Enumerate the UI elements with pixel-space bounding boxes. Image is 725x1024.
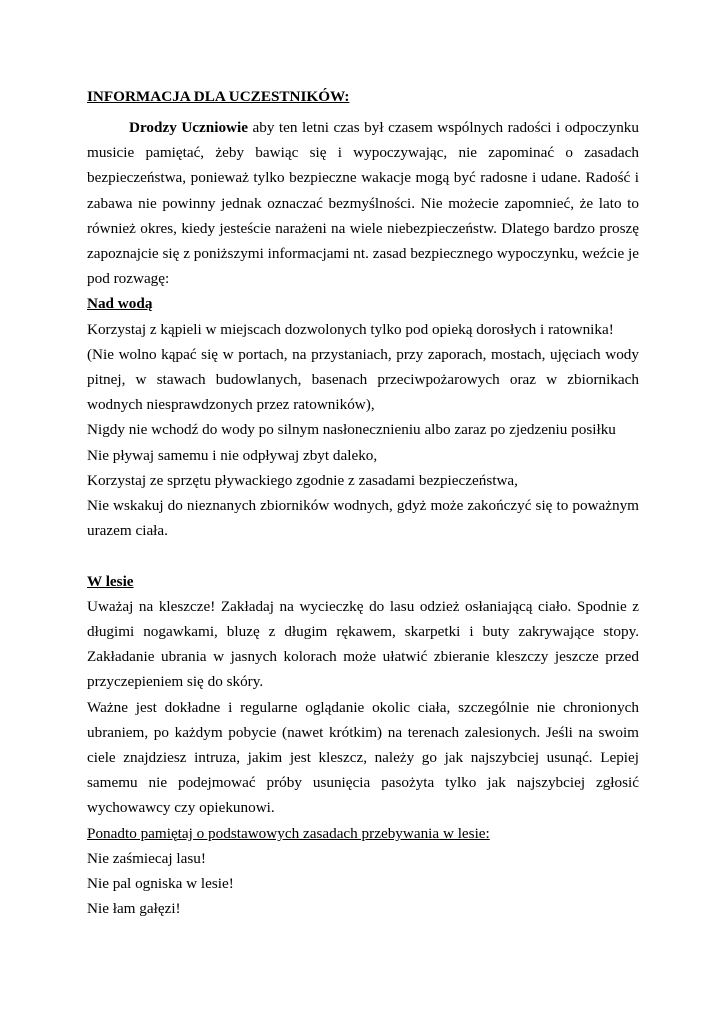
forest-rules-intro: Ponadto pamiętaj o podstawowych zasadach przebywania w lesie: bbox=[87, 824, 490, 842]
water-line: Korzystaj z kąpieli w miejscach dozwolonych tylko pod opieką dorosłych i ratownika! bbox=[87, 320, 614, 338]
intro-text: aby ten letni czas był czasem wspólnych radości i odpoczynku musicie pamiętać, żeby bawiąc się i wypoczywając, nie zapominać o zasadach bezpieczeństwa, ponieważ tylko bezpieczne wakacje mogą być radosne i udane. Radość i zabawa nie powinny jednak oznaczać bezmyślności. Nie możecie zapomnieć, że lato to również okres, kiedy jesteście narażeni na wiele niebezpieczeństw. Dlatego bardzo proszę zapoznajcie się z poniższymi informacjami nt. zasad bezpiecznego wypoczynku, weźcie je pod rozwagę: bbox=[87, 119, 639, 288]
section-heading-water: Nad wodą bbox=[87, 295, 153, 313]
intro-greeting: Drodzy Uczniowie bbox=[129, 119, 248, 136]
forest-rule: Nie pal ogniska w lesie! bbox=[87, 875, 234, 893]
water-line: Nie pływaj samemu i nie odpływaj zbyt daleko, bbox=[87, 446, 378, 464]
document-page bbox=[87, 84, 639, 921]
forest-paragraph: Uważaj na kleszcze! Zakładaj na wycieczkę do lasu odzież osłaniającą ciało. Spodnie z długimi nogawkami, bluzę z długim rękawem, skarpetki i buty zakrywające stopy. Zakładanie ubrania w jasnych kolorach może ułatwić zbieranie kleszczy jeszcze przed przyczepieniem się do skóry. bbox=[87, 597, 639, 691]
water-line: Nie wskakuj do nieznanych zbiorników wodnych, gdyż może zakończyć się to poważnym urazem ciała. bbox=[87, 497, 639, 540]
forest-rule: Nie zaśmiecaj lasu! bbox=[87, 849, 206, 867]
document-title: INFORMACJA DLA UCZESTNIKÓW: bbox=[87, 88, 350, 105]
forest-paragraph: Ważne jest dokładne i regularne oglądanie okolic ciała, szczególnie nie chronionych ubraniem, po każdym pobycie (nawet krótkim) na terenach zalesionych. Jeśli na swoim ciele znajdziesz intruza, jakim jest kleszcz, należy go jak najszybciej usunąć. Lepiej samemu nie podejmować próby usunięcia pasożyta tylko jak najszybciej zgłosić wychowawcy czy opiekunowi. bbox=[87, 698, 639, 817]
section-heading-forest: W lesie bbox=[87, 572, 134, 590]
water-line: Nigdy nie wchodź do wody po silnym nasłonecznieniu albo zaraz po zjedzeniu posiłku bbox=[87, 421, 616, 439]
water-line: (Nie wolno kąpać się w portach, na przystaniach, przy zaporach, mostach, ujęciach wody pitnej, w stawach budowlanych, basenach przeciwpożarowych oraz w zbiornikach wodnych niesprawdzonych przez ratowników), bbox=[87, 345, 639, 414]
water-line: Korzystaj ze sprzętu pływackiego zgodnie z zasadami bezpieczeństwa, bbox=[87, 471, 518, 489]
intro-paragraph bbox=[87, 115, 639, 291]
section-spacer bbox=[87, 543, 639, 568]
forest-rule: Nie łam gałęzi! bbox=[87, 900, 181, 918]
